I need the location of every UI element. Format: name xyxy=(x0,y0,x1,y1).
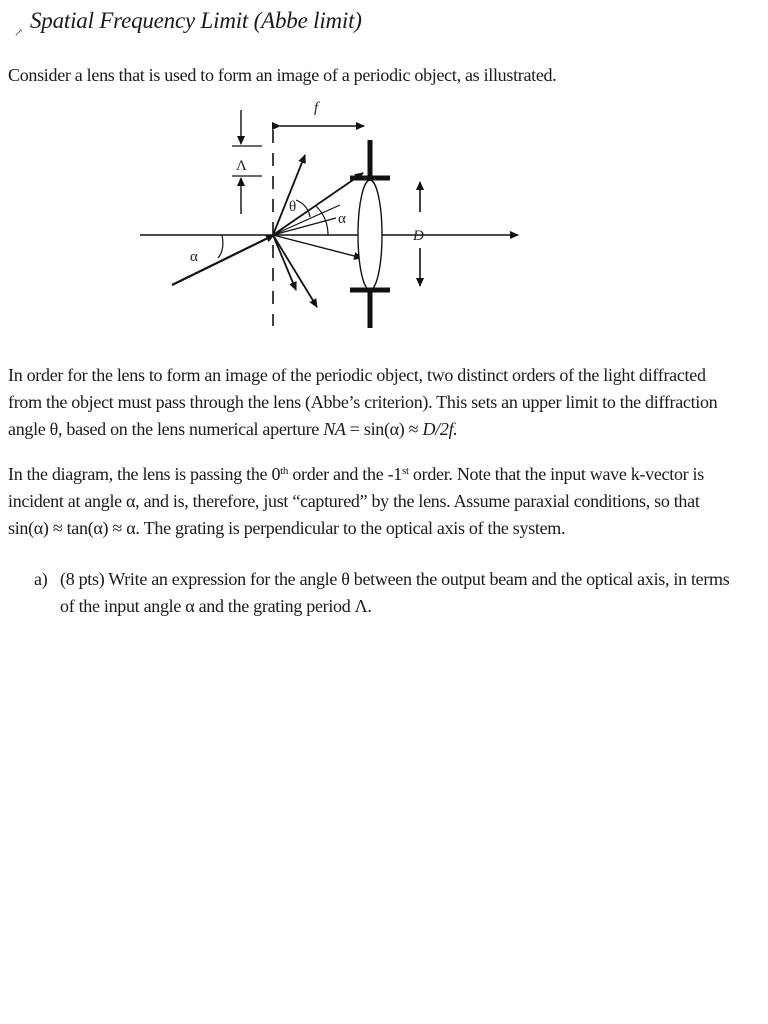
label-theta: θ xyxy=(289,199,297,215)
abbe-diagram xyxy=(0,90,768,340)
label-D: D xyxy=(413,228,424,244)
ray-to-lens-right xyxy=(273,235,362,258)
diffracted-ray-down-2 xyxy=(273,235,317,307)
p2-line-1: In the diagram, the lens is passing the 0th order and the -1st order. Note that the input wave k-vector is xyxy=(8,464,704,484)
label-alpha-upper: α xyxy=(338,211,346,227)
diffracted-ray-down-1 xyxy=(273,235,296,290)
p1-line-2: from the object must pass through the lens (Abbe’s criterion). This sets an upper limit to the diffraction xyxy=(8,392,718,412)
intro-line: Consider a lens that is used to form an image of a periodic object, as illustrated. xyxy=(8,65,557,85)
page-title: Spatial Frequency Limit (Abbe limit) xyxy=(30,8,362,33)
p2-line-3: sin(α) ≈ tan(α) ≈ α. The grating is perpendicular to the optical axis of the system. xyxy=(8,518,566,538)
p1-line-3: angle θ, based on the lens numerical aperture NA = sin(α) ≈ D/2f. xyxy=(8,419,458,439)
question-a-line-2: of the input angle α and the grating period Λ. xyxy=(60,596,372,616)
paragraph-abbe-criterion xyxy=(8,362,748,443)
corner-mark: ↗ xyxy=(14,27,24,39)
label-f: f xyxy=(314,100,319,116)
p1-line-1: In order for the lens to form an image of the periodic object, two distinct orders of the light diffracted xyxy=(8,365,706,385)
intro-paragraph xyxy=(8,62,748,89)
question-a xyxy=(34,566,729,620)
p2-line-2: incident at angle α, and is, therefore, just “captured” by the lens. Assume paraxial conditions, so that xyxy=(8,491,700,511)
paragraph-diagram-description xyxy=(8,461,748,542)
label-Lambda: Λ xyxy=(236,158,247,174)
diffracted-ray-0 xyxy=(273,173,363,235)
angle-arc-alpha-input xyxy=(218,235,223,258)
question-a-line-1: a) (8 pts) Write an expression for the angle θ between the output beam and the optical axis, in terms xyxy=(34,566,729,593)
lens xyxy=(358,180,382,290)
label-alpha-left: α xyxy=(190,249,198,265)
question-label: a) xyxy=(34,569,48,589)
